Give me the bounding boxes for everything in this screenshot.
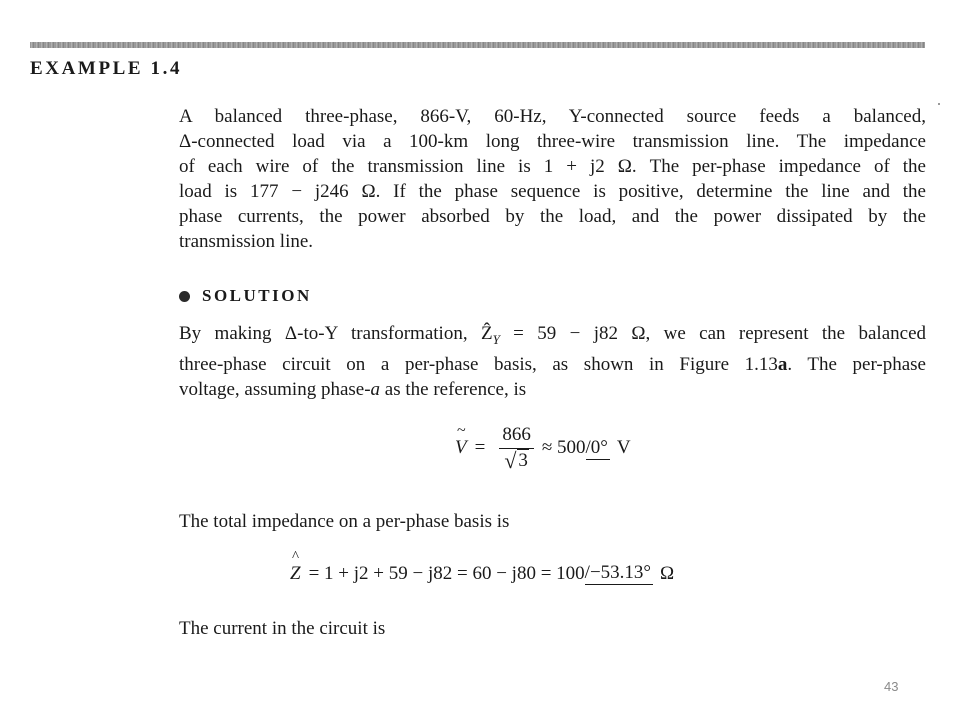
sqrt [504,450,529,472]
total-impedance-text [179,509,926,534]
equation-voltage [455,424,631,472]
current-text [179,616,926,641]
solution-text-italic: a [370,378,381,400]
angle-icon: / [585,436,591,458]
problem-line: phase currents, the power absorbed by the load, and the power dissipated by the [179,206,926,227]
eq-lhs: ^ Z [290,563,301,585]
equation-impedance [290,562,674,585]
angle-icon: / [584,562,590,583]
solution-text: three-phase circuit on a per-phase basis, as shown in Figure 1.13 [179,353,778,375]
problem-line: transmission line. [179,231,314,252]
phasor-angle [586,437,610,460]
eq-unit: V [616,437,631,458]
problem-line: Δ-connected load via a 100-km long three-wire transmission line. The impedance [179,131,926,152]
eq-approx: ≈ 500 [541,437,586,458]
problem-line: load is 177 − j246 Ω. If the phase sequence is positive, determine the line and the [179,181,926,202]
problem-line: A balanced three-phase, 866-V, 60-Hz, Y-connected source feeds a balanced, [179,106,926,127]
solution-line [179,377,926,402]
header-rule [30,42,925,48]
phasor-angle [585,562,653,585]
eq-equals: = [474,437,486,458]
page-number: 43 [884,679,899,694]
solution-line [179,352,926,377]
bullet-icon [179,291,190,302]
solution-intro [179,321,926,402]
problem-statement [179,104,926,254]
solution-text: By making Δ-to-Y transformation, Ẑ [179,323,493,344]
eq-lhs: ~ V [455,437,467,459]
example-title: EXAMPLE 1.4 [30,58,183,79]
eq-unit: Ω [660,562,675,584]
fraction [499,424,534,472]
solution-heading [179,286,312,306]
text-line: The total impedance on a per-phase basis is [179,511,510,532]
solution-text-bold: a [777,353,788,375]
solution-text: = 59 − j82 Ω, we can represent the balanced [499,323,927,344]
solution-text: voltage, assuming phase- [179,378,371,400]
eq-expression: = 1 + j2 + 59 − j82 = 60 − j80 = 100 [308,562,585,584]
solution-text: as the reference, is [380,378,527,400]
radical-sign-icon: √ [504,448,517,473]
numerator: 866 [499,424,534,449]
denominator [504,449,529,472]
solution-text: . The per-phase [787,353,926,375]
solution-heading-text: SOLUTION [202,286,312,305]
angle-value: −53.13° [589,562,652,583]
subscript: Y [492,331,500,347]
angle-value: 0° [590,436,608,458]
problem-line: of each wire of the transmission line is 1 + j2 Ω. The per-phase impedance of the [179,156,926,177]
scan-artifact [938,103,940,105]
radicand: 3 [518,450,528,471]
solution-line [179,321,926,352]
text-line: The current in the circuit is [179,618,386,639]
